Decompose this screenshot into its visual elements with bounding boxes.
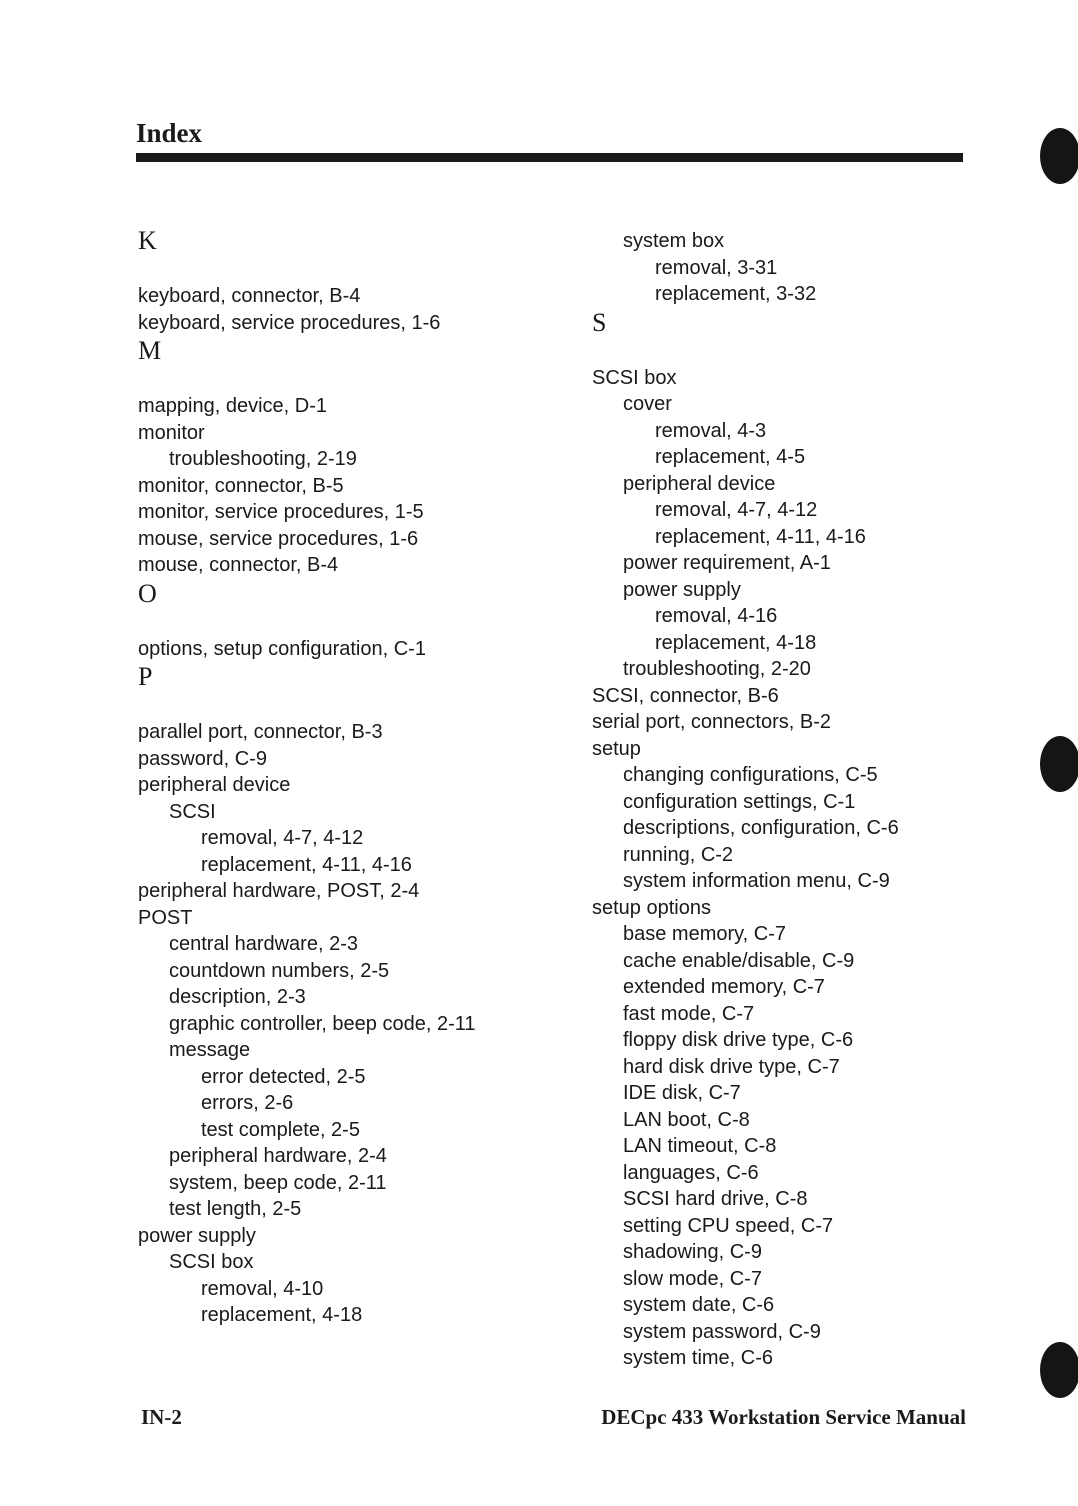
index-subentry: shadowing, C-9 [623, 1241, 762, 1263]
index-subentry: troubleshooting, 2-19 [169, 448, 357, 470]
index-subentry: system box [623, 230, 725, 252]
index-entry: serial port, connectors, B-2 [592, 711, 831, 733]
index-entry: power supply [138, 1224, 256, 1247]
index-subsubentry: replacement, 4-11, 4-16 [655, 525, 866, 548]
index-subsubentry: removal, 4-16 [655, 605, 778, 627]
index-subsubentry: replacement, 4-5 [655, 446, 806, 468]
index-subentry: SCSI [169, 800, 216, 823]
index-subentry: SCSI box [169, 1251, 254, 1273]
index-subentry: descriptions, configuration, C-6 [623, 817, 899, 839]
index-entry: password, C-9 [138, 747, 267, 770]
index-subentry: setting CPU speed, C-7 [623, 1214, 834, 1237]
index-subentry: cover [623, 393, 672, 415]
index-subentry: system time, C-6 [623, 1347, 774, 1369]
manual-title: DECpc 433 Workstation Service Manual [601, 1405, 966, 1429]
index-subentry: central hardware, 2-3 [169, 933, 358, 955]
index-entry: peripheral device [138, 774, 291, 796]
index-entry: setup [592, 737, 641, 760]
index-subentry: fast mode, C-7 [623, 1002, 755, 1025]
index-subsubentry: removal, 4-3 [655, 419, 767, 442]
index-subentry: base memory, C-7 [623, 923, 787, 945]
index-subentry: troubleshooting, 2-20 [623, 658, 811, 680]
index-subsubentry: removal, 3-31 [655, 256, 778, 279]
index-entry: monitor, connector, B-5 [138, 474, 344, 497]
binder-hole [1040, 128, 1078, 184]
index-entry: setup options [592, 896, 711, 919]
index-entry: mapping, device, D-1 [138, 395, 327, 417]
index-subsubentry: error detected, 2-5 [201, 1065, 366, 1088]
index-entry: POST [138, 906, 193, 929]
index-subentry: power requirement, A-1 [623, 552, 831, 574]
index-subentry: SCSI hard drive, C-8 [623, 1188, 808, 1210]
index-subentry: countdown numbers, 2-5 [169, 959, 390, 982]
index-subentry: graphic controller, beep code, 2-11 [169, 1012, 476, 1035]
index-subentry: system information menu, C-9 [623, 870, 890, 892]
section-letter-s: S [592, 307, 607, 337]
index-subentry: cache enable/disable, C-9 [623, 949, 855, 972]
index-entry: keyboard, connector, B-4 [138, 285, 361, 307]
section-letter-k: K [138, 226, 157, 255]
page-title: Index [136, 118, 203, 148]
index-subentry: message [169, 1039, 251, 1061]
index-subentry: peripheral hardware, 2-4 [169, 1145, 387, 1167]
index-subsubentry: removal, 4-10 [201, 1277, 324, 1300]
section-letter-m: M [138, 336, 162, 365]
index-entry: monitor [138, 421, 205, 444]
binder-hole [1040, 1342, 1078, 1398]
index-entry: SCSI, connector, B-6 [592, 684, 779, 707]
index-subentry: description, 2-3 [169, 986, 306, 1008]
index-subentry: system date, C-6 [623, 1294, 775, 1316]
index-subentry: running, C-2 [623, 843, 734, 866]
index-subsubentry: test complete, 2-5 [201, 1118, 360, 1141]
index-subentry: changing configurations, C-5 [623, 764, 878, 786]
index-subentry: LAN boot, C-8 [623, 1108, 750, 1131]
index-subsubentry: replacement, 4-18 [201, 1304, 363, 1326]
index-subentry: configuration settings, C-1 [623, 790, 856, 813]
index-entry: monitor, service procedures, 1-5 [138, 501, 424, 523]
index-column-left [138, 226, 578, 1329]
index-subentry: system, beep code, 2-11 [169, 1171, 387, 1194]
index-entry: SCSI box [592, 366, 677, 389]
index-entry: parallel port, connector, B-3 [138, 721, 383, 743]
index-subentry: languages, C-6 [623, 1161, 759, 1184]
index-subentry: floppy disk drive type, C-6 [623, 1029, 854, 1051]
index-subentry: hard disk drive type, C-7 [623, 1055, 840, 1078]
index-entry: keyboard, service procedures, 1-6 [138, 311, 441, 334]
index-subentry: IDE disk, C-7 [623, 1082, 741, 1104]
index-subsubentry: replacement, 4-18 [655, 631, 817, 654]
index-subentry: extended memory, C-7 [623, 976, 825, 998]
index-subsubentry: replacement, 4-11, 4-16 [201, 853, 412, 876]
section-letter-p: P [138, 662, 153, 691]
index-entry: mouse, connector, B-4 [138, 554, 339, 576]
title-rule [136, 153, 963, 162]
index-subsubentry: removal, 4-7, 4-12 [201, 827, 364, 849]
index-subentry: slow mode, C-7 [623, 1267, 762, 1290]
index-subentry: system password, C-9 [623, 1320, 821, 1343]
index-subentry: power supply [623, 578, 741, 601]
index-subsubentry: replacement, 3-32 [655, 283, 817, 305]
index-entry: options, setup configuration, C-1 [138, 637, 426, 660]
index-subsubentry: removal, 4-7, 4-12 [655, 499, 818, 521]
index-subentry: peripheral device [623, 472, 776, 495]
index-subentry: test length, 2-5 [169, 1198, 302, 1220]
index-column-right [592, 228, 1012, 1372]
section-letter-o: O [138, 578, 157, 608]
index-subentry: LAN timeout, C-8 [623, 1135, 777, 1157]
index-entry: mouse, service procedures, 1-6 [138, 527, 419, 550]
binder-hole [1040, 736, 1078, 792]
index-subsubentry: errors, 2-6 [201, 1092, 294, 1114]
page-number: IN-2 [141, 1405, 182, 1429]
index-entry: peripheral hardware, POST, 2-4 [138, 880, 420, 902]
